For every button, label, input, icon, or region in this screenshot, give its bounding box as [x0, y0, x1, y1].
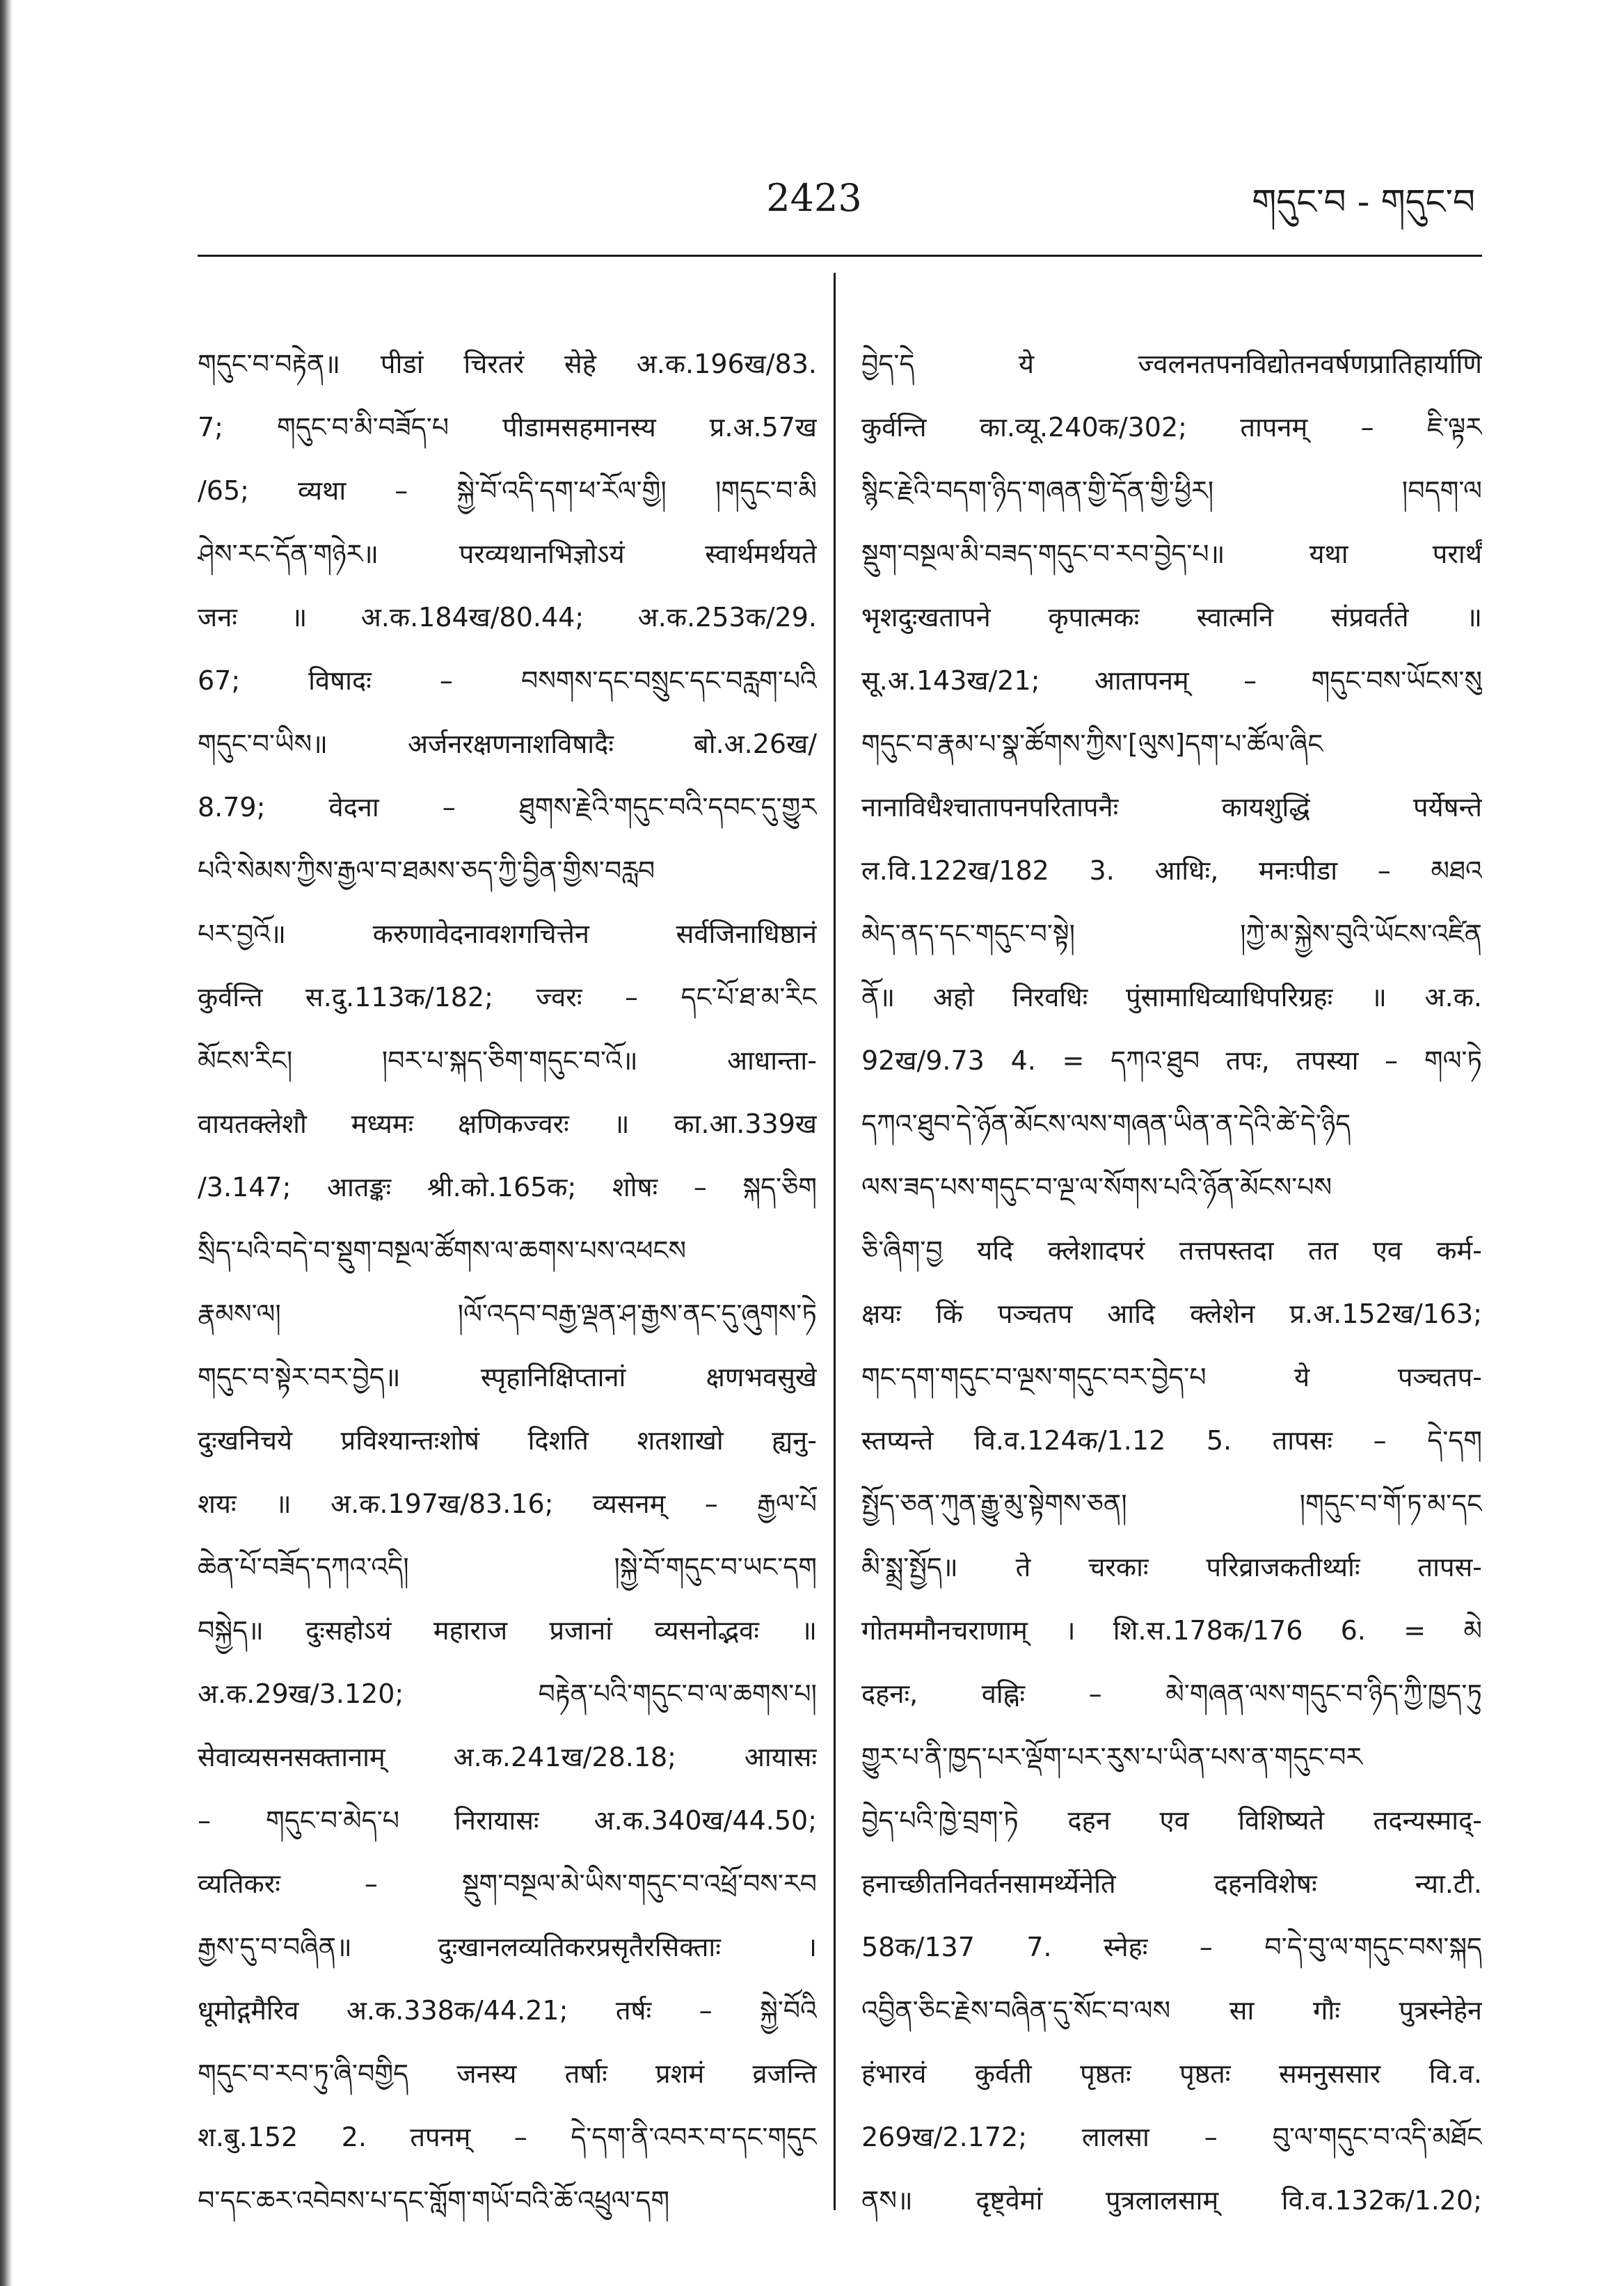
text-line: རྒྱས་དུ་བ་བཞིན॥ दुःखानलव्यतिकरप्रसृतैरसिक्ताः ।	[198, 1932, 817, 1962]
text-line: कुर्वन्ति स.दु.113क/182; ज्वरः – དང་པོ་ཐ་མ་རིང	[198, 982, 817, 1013]
text-line: 58क/137 7. स्नेहः – བ་དེ་བུ་ལ་གདུང་བས་སྐད	[861, 1932, 1482, 1962]
text-line: སྤྱོད་ཅན་ཀུན་རྒྱུ་མུ་སྟེགས་ཅན། །གདུང་བ་གོ་ཏ་མ་དང	[861, 1489, 1482, 1519]
text-line: ཅི་ཞིག་བྱ यदि क्लेशादपरं तत्तपस्तदा तत एव कर्म-	[861, 1235, 1482, 1266]
text-line: 92ख/9.73 4. = དཀའ་ཐུབ तपः, तपस्या – གལ་ཏེ	[861, 1045, 1482, 1076]
text-line: གདུང་བ་རབ་ཏུ་ཞི་བགྱིད जनस्य तर्षाः प्रशमं व्रजन्ति	[198, 2058, 817, 2089]
text-line: स्तप्यन्ते वि.व.124क/1.12 5. तापसः – དེ་དག	[861, 1425, 1482, 1456]
text-line: གྱུར་པ་ནི་ཁྱད་པར་ལྡོག་པར་རུས་པ་ཡིན་པས་ན་གདུང་བར	[861, 1742, 1363, 1772]
text-line: दुःखनिचये प्रविश्यान्तःशोषं दिशति शतशाखो ह्यनु-	[198, 1425, 817, 1456]
text-line: ཆེན་པོ་བཟོད་དཀའ་འདི། །སྐྱེ་བོ་གདུང་བ་ཡང་དག	[198, 1552, 817, 1582]
left-column	[198, 333, 817, 2232]
text-line: दहनः, वह्निः – མེ་གཞན་ལས་གདུང་བ་ཉིད་ཀྱི་ཁྱད་ཏུ	[861, 1678, 1482, 1709]
text-line: व्यतिकरः – སྡུག་བསྔལ་མེ་ཡིས་གདུང་བ་འཕྲོ་བས་རབ	[198, 1868, 817, 1899]
text-line: ल.वि.122ख/182 3. आधिः, मनःपीडा – མཐའ	[861, 855, 1482, 886]
text-line: ནོ॥ अहो निरवधिः पुंसामाधिव्याधिपरिग्रहः ॥ अ.क.	[861, 982, 1482, 1013]
text-line: धूमोद्गमैरिव अ.क.338क/44.21; तर्षः – སྐྱེ་བོའི	[198, 1995, 817, 2026]
header-rule	[198, 255, 1482, 257]
text-line: अ.क.29ख/3.120; བརྟེན་པའི་གདུང་བ་ལ་ཆགས་པ།	[198, 1678, 817, 1709]
text-line: शयः ॥ अ.क.197ख/83.16; व्यसनम् – རྒྱལ་པོ	[198, 1489, 817, 1519]
text-line: བསྐྱེད॥ दुःसहोऽयं महाराज प्रजानां व्यसनोद्भवः ॥	[198, 1615, 817, 1646]
text-line: /3.147; आतङ्कः श्री.को.165क; शोषः – སྐད་ཅིག	[198, 1172, 817, 1202]
text-line: གདུང་བ་སྟེར་བར་བྱེད॥ स्पृहानिक्षिप्तानां क्षणभवसुखे	[198, 1362, 817, 1392]
text-line: 8.79; वेदना – ཐུགས་རྗེའི་གདུང་བའི་དབང་དུ་གྱུར	[198, 792, 817, 823]
running-head: གདུང་བ - གདུང་བ	[1252, 182, 1475, 222]
text-line: श.बु.152 2. तपनम् – དེ་དག་ནི་འབར་བ་དང་གདུང	[198, 2122, 817, 2152]
text-line: गोतममौनचराणाम् । शि.स.178क/176 6. = མེ	[861, 1615, 1482, 1646]
scan-edge-shadow	[0, 0, 13, 2286]
text-line: /65; व्यथा – སྐྱེ་བོ་འདི་དག་ཕ་རོལ་གྱི། །གདུང་བ་མི	[198, 475, 817, 506]
text-line: གདུང་བ་ཡིས॥ अर्जनरक्षणनाशविषादैः बो.अ.26ख/	[198, 729, 817, 759]
text-line: 269ख/2.172; लालसा – བུ་ལ་གདུང་བ་འདི་མཐོང	[861, 2122, 1482, 2152]
text-line: མེད་ནད་དང་གདུང་བ་སྟེ། །ཀྱེ་མ་སྐྱེས་བུའི་ཡོངས་འཛིན	[861, 919, 1482, 949]
text-line: དཀའ་ཐུབ་དེ་ཉོན་མོངས་ལས་གཞན་ཡིན་ན་དེའི་ཚེ་དེ་ཉིད	[861, 1109, 1351, 1139]
text-line: འབྱིན་ཅིང་རྗེས་བཞིན་དུ་སོང་བ་ལས सा गौः पुत्रस्नेहेन	[861, 1995, 1482, 2026]
text-line: सू.अ.143ख/21; आतापनम् – གདུང་བས་ཡོངས་སུ	[861, 665, 1482, 696]
text-line: གདུང་བ་བརྟེན॥ पीडां चिरतरं सेहे अ.क.196ख/83.	[198, 349, 817, 379]
text-line: नानाविधैश्चातापनपरितापनैः कायशुद्धिं पर्येषन्ते	[861, 792, 1482, 823]
text-line: क्षयः किं पञ्चतप आदि क्लेशेन प्र.अ.152ख/163;	[861, 1299, 1482, 1329]
text-line: सेवाव्यसनसक्तानाम् अ.क.241ख/28.18; आयासः	[198, 1742, 817, 1772]
text-line: ཤེས་རང་དོན་གཉེར॥ परव्यथानभिज्ञोऽयं स्वार्थमर्थयते	[198, 539, 817, 569]
text-line: མོངས་རིང། །བར་པ་སྐད་ཅིག་གདུང་བ་འོ॥ आधान्ता-	[198, 1045, 817, 1076]
text-line: རྣམས་ལ། །ལོ་འདབ་བརྒྱ་ལྡན་ཤ་རྒྱས་ནང་དུ་ཞུགས་ཏེ	[198, 1299, 817, 1329]
text-line: བ་དང་ཆར་འབེབས་པ་དང་གློག་གཡོ་བའི་ཆོ་འཕྲུལ་དག	[198, 2185, 670, 2216]
right-column	[861, 333, 1482, 2232]
text-line: 7; གདུང་བ་མི་བཟོད་པ पीडामसहमानस्य प्र.अ.57ख	[198, 412, 817, 443]
text-line: གདུང་བ་རྣམ་པ་སྣ་ཚོགས་ཀྱིས་[ལུས]དག་པ་ཚོལ་ཞིང	[861, 729, 1323, 759]
column-divider	[834, 273, 836, 2210]
text-line: जनः ॥ अ.क.184ख/80.44; अ.क.253क/29.	[198, 602, 817, 633]
text-line: ལས་ཟད་པས་གདུང་བ་ལྔ་ལ་སོགས་པའི་ཉོན་མོངས་པས	[861, 1172, 1332, 1202]
text-line: སྡུག་བསྔལ་མི་བཟད་གདུང་བ་རབ་བྱེད་པ॥ यथा परार्थं	[861, 539, 1482, 569]
text-line: བྱེད་དེ ये ज्वलनतपनविद्योतनवर्षणप्रातिहार्याणि	[861, 349, 1482, 379]
text-line: हंभारवं कुर्वती पृष्ठतः पृष्ठतः समनुससार वि.व.	[861, 2058, 1482, 2089]
text-line: མི་སྨྲ་སྤྱོད॥ ते चरकाः परिव्राजकतीर्थ्याः तापस-	[861, 1552, 1482, 1582]
text-line: སྙིང་རྗེའི་བདག་ཉིད་གཞན་གྱི་དོན་གྱི་ཕྱིར། །བདག་ལ	[861, 475, 1482, 506]
text-line: བྱེད་པའི་ཁྱེ་བྲག་ཏེ दहन एव विशिष्यते तदन्यस्माद्-	[861, 1805, 1482, 1836]
page-number: 2423	[766, 176, 862, 220]
text-line: – གདུང་བ་མེད་པ निरायासः अ.क.340ख/44.50;	[198, 1805, 817, 1836]
text-line: हनाच्छीतनिवर्तनसामर्थ्येनेति दहनविशेषः न्या.टी.	[861, 1868, 1482, 1899]
text-line: वायतक्लेशौ मध्यमः क्षणिकज्वरः ॥ का.आ.339ख	[198, 1109, 817, 1139]
text-line: कुर्वन्ति का.व्यू.240क/302; तापनम् – ཇི་ལྟར	[861, 412, 1482, 443]
text-line: པར་བྱའོ॥ करुणावेदनावशगचित्तेन सर्वजिनाधिष्ठानं	[198, 919, 817, 949]
text-line: 67; विषादः – བསགས་དང་བསྲུང་དང་བརླག་པའི	[198, 665, 817, 696]
text-line: གང་དག་གདུང་བ་ལྔས་གདུང་བར་བྱེད་པ ये पञ्चतप-	[861, 1362, 1482, 1392]
text-line: भृशदुःखतापने कृपात्मकः स्वात्मनि संप्रवर्तते ॥	[861, 602, 1482, 633]
text-line: སྲིད་པའི་བདེ་བ་སྡུག་བསྔལ་ཚོགས་ལ་ཆགས་པས་འཕངས	[198, 1235, 687, 1266]
text-line: པའི་སེམས་ཀྱིས་རྒྱལ་བ་ཐམས་ཅད་ཀྱི་བྱིན་གྱིས་བརླབ	[198, 855, 655, 886]
text-line: ནས॥ दृष्ट्वेमां पुत्रलालसाम् वि.व.132क/1.20;	[861, 2185, 1482, 2216]
